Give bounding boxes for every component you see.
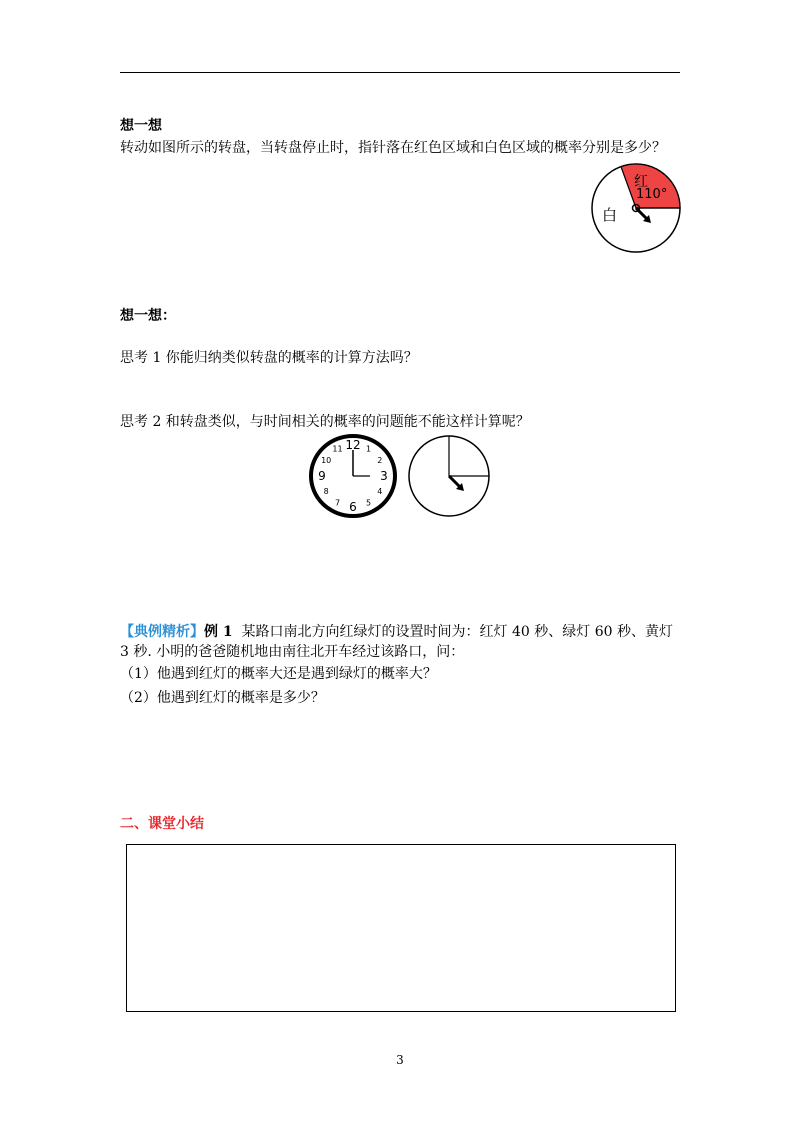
spinner-white-label: 白 (602, 206, 618, 224)
think-question-1: 思考 1 你能归纳类似转盘的概率的计算方法吗？ (120, 350, 418, 366)
example-tag: 【典例精析】 (120, 624, 204, 640)
clock-number-3: 3 (380, 469, 388, 483)
clock-number-6: 6 (349, 500, 357, 514)
clock-number-4: 4 (377, 487, 383, 496)
spinner-question: 转动如图所示的转盘，当转盘停止时，指针落在红色区域和白色区域的概率分别是多少？ (120, 140, 666, 156)
section-heading-think: 想一想 (120, 118, 162, 134)
clock-spinner-figure (406, 434, 492, 518)
clock-number-5: 5 (365, 498, 372, 508)
spinner-angle-label: 110° (636, 187, 668, 202)
clock-number-7: 7 (334, 498, 341, 508)
clock-number-2: 2 (377, 456, 383, 465)
example-text-1: 某路口南北方向红绿灯的设置时间为：红灯 40 秒、绿灯 60 秒、黄灯 (241, 624, 673, 640)
clock-number-9: 9 (318, 469, 326, 483)
clock-number-11: 11 (332, 444, 343, 454)
clock-number-8: 8 (323, 487, 329, 496)
clock-number-1: 1 (365, 444, 372, 454)
summary-box (126, 844, 676, 1012)
example-label: 例 1 (204, 624, 233, 640)
clock-figure (308, 433, 398, 519)
clock-number-12: 12 (345, 438, 361, 452)
example-text-2: 3 秒. 小明的爸爸随机地由南往北开车经过该路口，问： (120, 644, 465, 660)
example-question-2: （2）他遇到红灯的概率是多少？ (120, 690, 325, 706)
example-question-1: （1）他遇到红灯的概率大还是遇到绿灯的概率大？ (120, 666, 437, 682)
example-line-1 (120, 622, 673, 642)
summary-heading: 二、课堂小结 (120, 816, 204, 832)
section-heading-think-2: 想一想： (120, 308, 176, 324)
header-rule (120, 72, 680, 73)
clock-number-10: 10 (321, 456, 332, 465)
page-number: 3 (396, 1053, 404, 1067)
spinner-figure (588, 160, 684, 256)
spinner-red-label: 红 (634, 174, 648, 190)
think-question-2: 思考 2 和转盘类似，与时间相关的概率的问题能不能这样计算呢？ (120, 414, 530, 430)
